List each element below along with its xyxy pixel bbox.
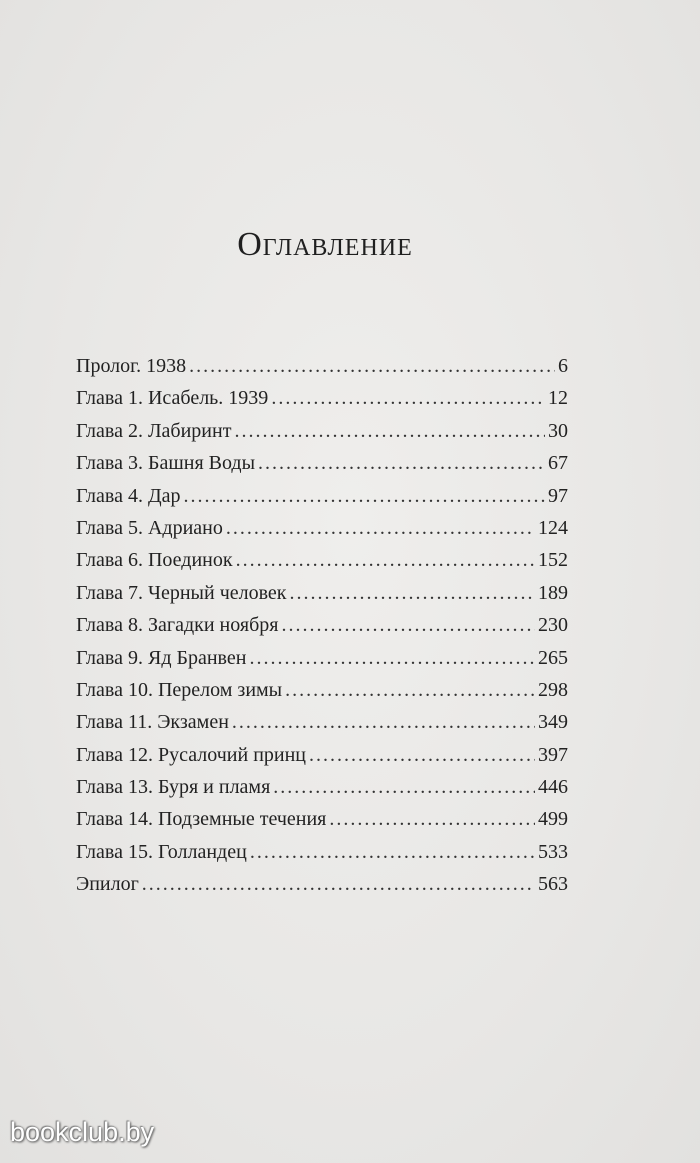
toc-entry-label: Глава 6. Поединок	[76, 549, 233, 572]
toc-entry-label: Пролог. 1938	[76, 355, 187, 377]
dot-leader	[258, 447, 545, 479]
toc-entry-page: 67	[548, 452, 568, 475]
toc-entry	[76, 836, 568, 868]
dot-leader	[236, 544, 535, 576]
dot-leader	[273, 771, 535, 803]
toc-entry	[76, 609, 568, 641]
toc-entry	[76, 544, 568, 576]
toc-entry-label: Глава 2. Лабиринт	[76, 419, 232, 442]
dot-leader	[226, 512, 535, 544]
dot-leader	[285, 674, 535, 706]
table-of-contents	[76, 350, 568, 901]
toc-entry	[76, 577, 568, 609]
dot-leader	[271, 382, 545, 414]
toc-entry	[76, 382, 568, 414]
toc-entry	[76, 415, 568, 447]
toc-entry-label: Глава 13. Буря и пламя	[76, 776, 271, 799]
dot-leader	[329, 803, 535, 835]
toc-entry-page: 230	[538, 614, 568, 637]
dot-leader	[142, 868, 535, 900]
toc-entry-label: Глава 9. Яд Бранвен	[76, 646, 247, 669]
toc-entry-label: Глава 10. Перелом зимы	[76, 678, 283, 701]
dot-leader	[249, 642, 535, 674]
toc-entry-label: Глава 7. Черный человек	[76, 581, 287, 604]
toc-entry-page: 563	[538, 873, 568, 896]
toc-entry-page: 349	[538, 711, 568, 734]
toc-entry	[76, 739, 568, 771]
toc-entry	[76, 480, 568, 512]
toc-entry	[76, 803, 568, 835]
toc-entry-label: Глава 12. Русалочий принц	[76, 743, 307, 766]
toc-entry-page: 189	[538, 581, 568, 604]
dot-leader	[234, 415, 545, 447]
toc-entry	[76, 447, 568, 479]
toc-entry-page: 30	[548, 419, 568, 442]
dot-leader	[250, 836, 535, 868]
toc-entry-page: 533	[538, 840, 568, 863]
dot-leader	[309, 739, 535, 771]
toc-entry	[76, 674, 568, 706]
toc-entry-label: Глава 11. Экзамен	[76, 711, 229, 734]
toc-entry-label: Глава 3. Башня Воды	[76, 452, 256, 475]
toc-entry-label: Эпилог	[76, 873, 139, 896]
toc-entry	[76, 706, 568, 738]
toc-entry-page: 499	[538, 808, 568, 831]
dot-leader	[184, 480, 546, 512]
page-title: Оглавление	[237, 226, 413, 263]
toc-entry-page: 6	[558, 355, 568, 377]
toc-entry-page: 124	[538, 516, 568, 539]
dot-leader	[281, 609, 535, 641]
toc-entry-page: 97	[548, 484, 568, 507]
toc-entry	[76, 512, 568, 544]
toc-entry-label: Глава 5. Адриано	[76, 516, 223, 539]
toc-entry	[76, 868, 568, 900]
toc-entry-page: 446	[538, 776, 568, 799]
toc-entry-page: 265	[538, 646, 568, 669]
toc-entry-label: Глава 8. Загадки ноября	[76, 614, 279, 637]
toc-entry-page: 397	[538, 743, 568, 766]
dot-leader	[189, 350, 555, 382]
watermark: bookclub.by	[10, 1117, 155, 1147]
dot-leader	[290, 577, 535, 609]
dot-leader	[232, 706, 535, 738]
toc-entry-page: 152	[538, 549, 568, 572]
toc-entry-label: Глава 4. Дар	[76, 484, 181, 507]
toc-entry	[76, 771, 568, 803]
toc-entry-page: 298	[538, 678, 568, 701]
toc-entry	[76, 642, 568, 674]
toc-entry-label: Глава 14. Подземные течения	[76, 808, 327, 831]
toc-entry-label: Глава 1. Исабель. 1939	[76, 387, 269, 410]
toc-entry	[76, 350, 568, 382]
toc-entry-page: 12	[548, 387, 568, 410]
toc-entry-label: Глава 15. Голландец	[76, 840, 247, 863]
